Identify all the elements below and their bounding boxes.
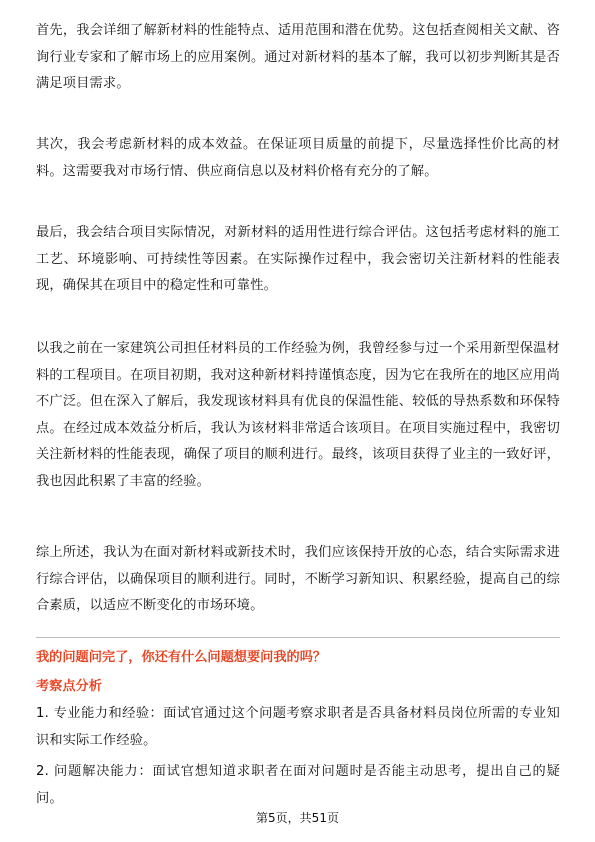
page-number-footer: 第5页，共51页 — [256, 811, 339, 825]
analysis-item-2: 2. 问题解决能力：面试官想知道求职者在面对问题时是否能主动思考，提出自己的疑问。 — [36, 764, 560, 806]
body-paragraph-1: 首先，我会详细了解新材料的性能特点、适用范围和潜在优势。这包括查阅相关文献、咨询行业专家和了解市场上的应用案例。通过对新材料的基本了解，我可以初步判断其是否满足项目需求。 — [36, 23, 560, 91]
body-paragraph-3: 最后，我会结合项目实际情况，对新材料的适用性进行综合评估。这包括考虑材料的施工工艺、环境影响、可持续性等因素。在实际操作过程中，我会密切关注新材料的性能表现，确保其在项目中的稳定性和可靠性。 — [36, 225, 560, 293]
body-paragraph-4: 以我之前在一家建筑公司担任材料员的工作经验为例，我曾经参与过一个采用新型保温材料的工程项目。在项目初期，我对这种新材料持谨慎态度，因为它在我所在的地区应用尚不广泛。但在深入了解后，我发现该材料具有优良的保温性能、较低的导热系数和环保特点。在经过成本效益分析后，我认为该材料非常适合该项目。在项目实施过程中，我密切关注新材料的性能表现，确保了项目的顺利进行。最终，该项目获得了业主的一致好评，我也因此积累了丰富的经验。 — [36, 341, 560, 489]
body-paragraph-2: 其次，我会考虑新材料的成本效益。在保证项目质量的前提下，尽量选择性价比高的材料。这需要我对市场行情、供应商信息以及材料价格有充分的了解。 — [36, 137, 560, 179]
analysis-item-1: 1. 专业能力和经验：面试官通过这个问题考察求职者是否具备材料员岗位所需的专业知识和实际工作经验。 — [36, 706, 560, 748]
section-divider — [36, 637, 560, 638]
interview-question: 我的问题问完了，你还有什么问题想要问我的吗？ — [36, 650, 327, 665]
body-paragraph-5: 综上所述，我认为在面对新材料或新技术时，我们应该保持开放的心态，结合实际需求进行综合评估，以确保项目的顺利进行。同时，不断学习新知识、积累经验，提高自己的综合素质，以适应不断变化的市场环境。 — [36, 545, 560, 613]
analysis-heading: 考察点分析 — [36, 679, 102, 694]
